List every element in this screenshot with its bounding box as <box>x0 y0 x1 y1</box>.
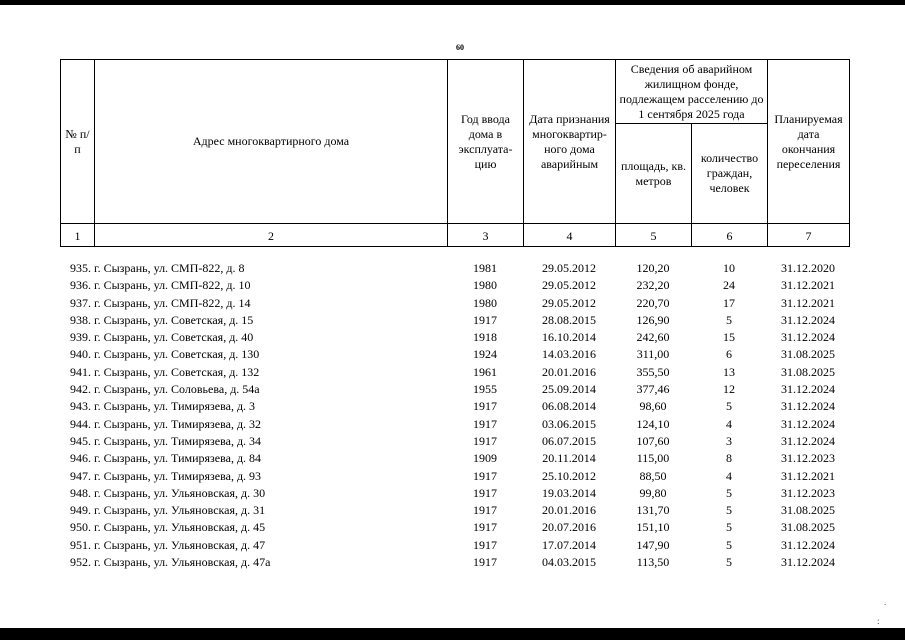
header-col-address: Адрес многоквартирного дома <box>95 60 448 224</box>
row-end-date: 31.12.2021 <box>781 468 835 483</box>
row-address: г. Сызрань, ул. СМП-822, д. 10 <box>94 278 251 293</box>
row-people: 8 <box>726 451 732 466</box>
row-year: 1917 <box>473 537 497 552</box>
row-people: 5 <box>726 312 732 327</box>
row-number: 940. <box>70 347 91 362</box>
row-end-date: 31.12.2021 <box>781 295 835 310</box>
row-end-date: 31.08.2025 <box>781 347 835 362</box>
row-number: 942. <box>70 382 91 397</box>
row-area: 113,50 <box>636 555 670 570</box>
table-row <box>60 554 849 571</box>
row-area: 355,50 <box>636 364 670 379</box>
row-number: 941. <box>70 364 91 379</box>
row-year: 1981 <box>473 261 497 275</box>
row-area: 124,10 <box>636 416 670 431</box>
row-year: 1917 <box>473 468 497 483</box>
row-end-date: 31.12.2024 <box>781 433 835 448</box>
header-col-date: Дата признания многоквартир-ного дома аварийным <box>524 60 616 224</box>
row-address: г. Сызрань, ул. Соловьева, д. 54а <box>94 382 260 397</box>
row-address: г. Сызрань, ул. Тимирязева, д. 3 <box>94 399 256 414</box>
table-row <box>60 537 849 554</box>
row-area: 131,70 <box>636 503 670 518</box>
row-year: 1961 <box>473 364 497 379</box>
row-area: 311,00 <box>636 347 670 362</box>
row-year: 1924 <box>473 347 497 362</box>
row-people: 5 <box>726 399 732 414</box>
row-address: г. Сызрань, ул. Советская, д. 15 <box>94 312 254 327</box>
row-year: 1917 <box>473 399 497 414</box>
header-col-number: № п/п <box>61 60 95 224</box>
row-year: 1917 <box>473 416 497 431</box>
table-row <box>60 295 849 312</box>
row-people: 5 <box>726 485 732 500</box>
row-number: 944. <box>70 416 91 431</box>
row-area: 107,60 <box>636 433 670 448</box>
table-row <box>60 519 849 536</box>
row-area: 151,10 <box>636 520 670 535</box>
row-end-date: 31.08.2025 <box>781 503 835 518</box>
row-year: 1917 <box>473 433 497 448</box>
table-row <box>60 433 849 450</box>
row-area: 242,60 <box>636 330 670 345</box>
table-row <box>60 416 849 433</box>
scan-mark: . <box>884 597 887 607</box>
row-date: 25.09.2014 <box>542 382 596 397</box>
row-address: г. Сызрань, ул. СМП-822, д. 8 <box>94 261 245 275</box>
data-table <box>60 260 849 571</box>
row-people: 5 <box>726 555 732 570</box>
header-col-info: Сведения об аварийном жилищном фонде, подлежащем расселению до 1 сентября 2025 года <box>616 60 768 124</box>
row-number: 943. <box>70 399 91 414</box>
header-col-people: количество граждан, человек <box>692 124 768 224</box>
row-date: 29.05.2012 <box>542 261 596 275</box>
table-row <box>60 364 849 381</box>
row-date: 20.07.2016 <box>542 520 596 535</box>
row-address: г. Сызрань, ул. Советская, д. 130 <box>94 347 260 362</box>
row-date: 06.07.2015 <box>542 433 596 448</box>
table-row <box>60 381 849 398</box>
row-area: 147,90 <box>636 537 670 552</box>
row-number: 951. <box>70 537 91 552</box>
row-end-date: 31.12.2024 <box>781 399 835 414</box>
row-end-date: 31.12.2024 <box>781 330 835 345</box>
row-end-date: 31.12.2024 <box>781 312 835 327</box>
row-area: 232,20 <box>636 278 670 293</box>
row-address: г. Сызрань, ул. Тимирязева, д. 32 <box>94 416 262 431</box>
row-year: 1917 <box>473 503 497 518</box>
row-end-date: 31.12.2023 <box>781 451 835 466</box>
row-number: 935. <box>70 261 91 275</box>
row-date: 20.01.2016 <box>542 364 596 379</box>
row-year: 1917 <box>473 485 497 500</box>
row-date: 04.03.2015 <box>542 555 596 570</box>
table-row <box>60 485 849 502</box>
row-people: 3 <box>726 433 732 448</box>
header-col-end-date: Планируемая дата окончания переселения <box>768 60 850 224</box>
row-area: 126,90 <box>636 312 670 327</box>
row-people: 6 <box>726 347 732 362</box>
row-number: 952. <box>70 555 91 570</box>
row-date: 17.07.2014 <box>542 537 596 552</box>
row-date: 20.11.2014 <box>542 451 596 466</box>
table-row <box>60 329 849 346</box>
row-date: 29.05.2012 <box>542 295 596 310</box>
row-year: 1909 <box>473 451 497 466</box>
row-people: 10 <box>723 261 735 275</box>
row-people: 5 <box>726 503 732 518</box>
row-number: 938. <box>70 312 91 327</box>
header-col-year: Год ввода дома в эксплуата-цию <box>448 60 524 224</box>
row-date: 19.03.2014 <box>542 485 596 500</box>
row-end-date: 31.12.2024 <box>781 555 835 570</box>
row-end-date: 31.12.2024 <box>781 537 835 552</box>
row-area: 115,00 <box>636 451 670 466</box>
row-number: 948. <box>70 485 91 500</box>
table-row <box>60 502 849 519</box>
row-address: г. Сызрань, ул. Ульяновская, д. 31 <box>94 503 266 518</box>
row-people: 12 <box>723 382 735 397</box>
row-end-date: 31.08.2025 <box>781 364 835 379</box>
row-end-date: 31.12.2020 <box>781 261 835 275</box>
row-people: 4 <box>726 416 732 431</box>
row-date: 29.05.2012 <box>542 278 596 293</box>
top-border-bar <box>0 0 905 5</box>
row-date: 28.08.2015 <box>542 312 596 327</box>
header-number: 2 <box>95 224 448 247</box>
table-row <box>60 398 849 415</box>
row-number: 945. <box>70 433 91 448</box>
row-date: 25.10.2012 <box>542 468 596 483</box>
row-address: г. Сызрань, ул. Советская, д. 132 <box>94 364 260 379</box>
table-row <box>60 277 849 294</box>
scan-mark: : <box>877 616 880 626</box>
header-number: 6 <box>692 224 768 247</box>
row-area: 88,50 <box>639 468 667 483</box>
row-people: 5 <box>726 537 732 552</box>
row-address: г. Сызрань, ул. Тимирязева, д. 34 <box>94 433 262 448</box>
row-area: 377,46 <box>636 382 670 397</box>
row-address: г. Сызрань, ул. Тимирязева, д. 93 <box>94 468 262 483</box>
row-year: 1917 <box>473 555 497 570</box>
row-address: г. Сызрань, ул. Тимирязева, д. 84 <box>94 451 262 466</box>
row-number: 937. <box>70 295 91 310</box>
table-header <box>60 59 850 247</box>
row-address: г. Сызрань, ул. Ульяновская, д. 45 <box>94 520 266 535</box>
row-number: 949. <box>70 503 91 518</box>
row-end-date: 31.12.2024 <box>781 416 835 431</box>
row-end-date: 31.12.2024 <box>781 382 835 397</box>
header-number: 3 <box>448 224 524 247</box>
row-area: 99,80 <box>639 485 667 500</box>
row-number: 947. <box>70 468 91 483</box>
page-number: 60 <box>456 43 464 52</box>
table-row <box>60 450 849 467</box>
row-people: 4 <box>726 468 732 483</box>
row-people: 24 <box>723 278 735 293</box>
table-row <box>60 260 849 277</box>
row-end-date: 31.12.2021 <box>781 278 835 293</box>
row-year: 1917 <box>473 312 497 327</box>
row-end-date: 31.12.2023 <box>781 485 835 500</box>
row-address: г. Сызрань, ул. Советская, д. 40 <box>94 330 254 345</box>
row-year: 1955 <box>473 382 497 397</box>
row-date: 14.03.2016 <box>542 347 596 362</box>
row-address: г. Сызрань, ул. СМП-822, д. 14 <box>94 295 251 310</box>
row-area: 98,60 <box>639 399 667 414</box>
table-row <box>60 468 849 485</box>
row-address: г. Сызрань, ул. Ульяновская, д. 30 <box>94 485 266 500</box>
row-number: 950. <box>70 520 91 535</box>
row-end-date: 31.08.2025 <box>781 520 835 535</box>
table-row <box>60 346 849 363</box>
row-number: 936. <box>70 278 91 293</box>
header-number: 7 <box>768 224 850 247</box>
row-number: 946. <box>70 451 91 466</box>
row-people: 17 <box>723 295 735 310</box>
header-number: 5 <box>616 224 692 247</box>
row-date: 16.10.2014 <box>542 330 596 345</box>
header-number: 1 <box>61 224 95 247</box>
row-people: 5 <box>726 520 732 535</box>
row-year: 1980 <box>473 278 497 293</box>
header-number: 4 <box>524 224 616 247</box>
row-address: г. Сызрань, ул. Ульяновская, д. 47а <box>94 555 271 570</box>
row-date: 03.06.2015 <box>542 416 596 431</box>
row-year: 1918 <box>473 330 497 345</box>
table-row <box>60 312 849 329</box>
row-date: 06.08.2014 <box>542 399 596 414</box>
header-col-area: площадь, кв. метров <box>616 124 692 224</box>
row-people: 15 <box>723 330 735 345</box>
row-area: 220,70 <box>636 295 670 310</box>
row-people: 13 <box>723 364 735 379</box>
row-number: 939. <box>70 330 91 345</box>
row-year: 1980 <box>473 295 497 310</box>
row-area: 120,20 <box>636 261 670 275</box>
row-address: г. Сызрань, ул. Ульяновская, д. 47 <box>94 537 266 552</box>
row-date: 20.01.2016 <box>542 503 596 518</box>
bottom-border-bar <box>0 628 905 640</box>
row-year: 1917 <box>473 520 497 535</box>
